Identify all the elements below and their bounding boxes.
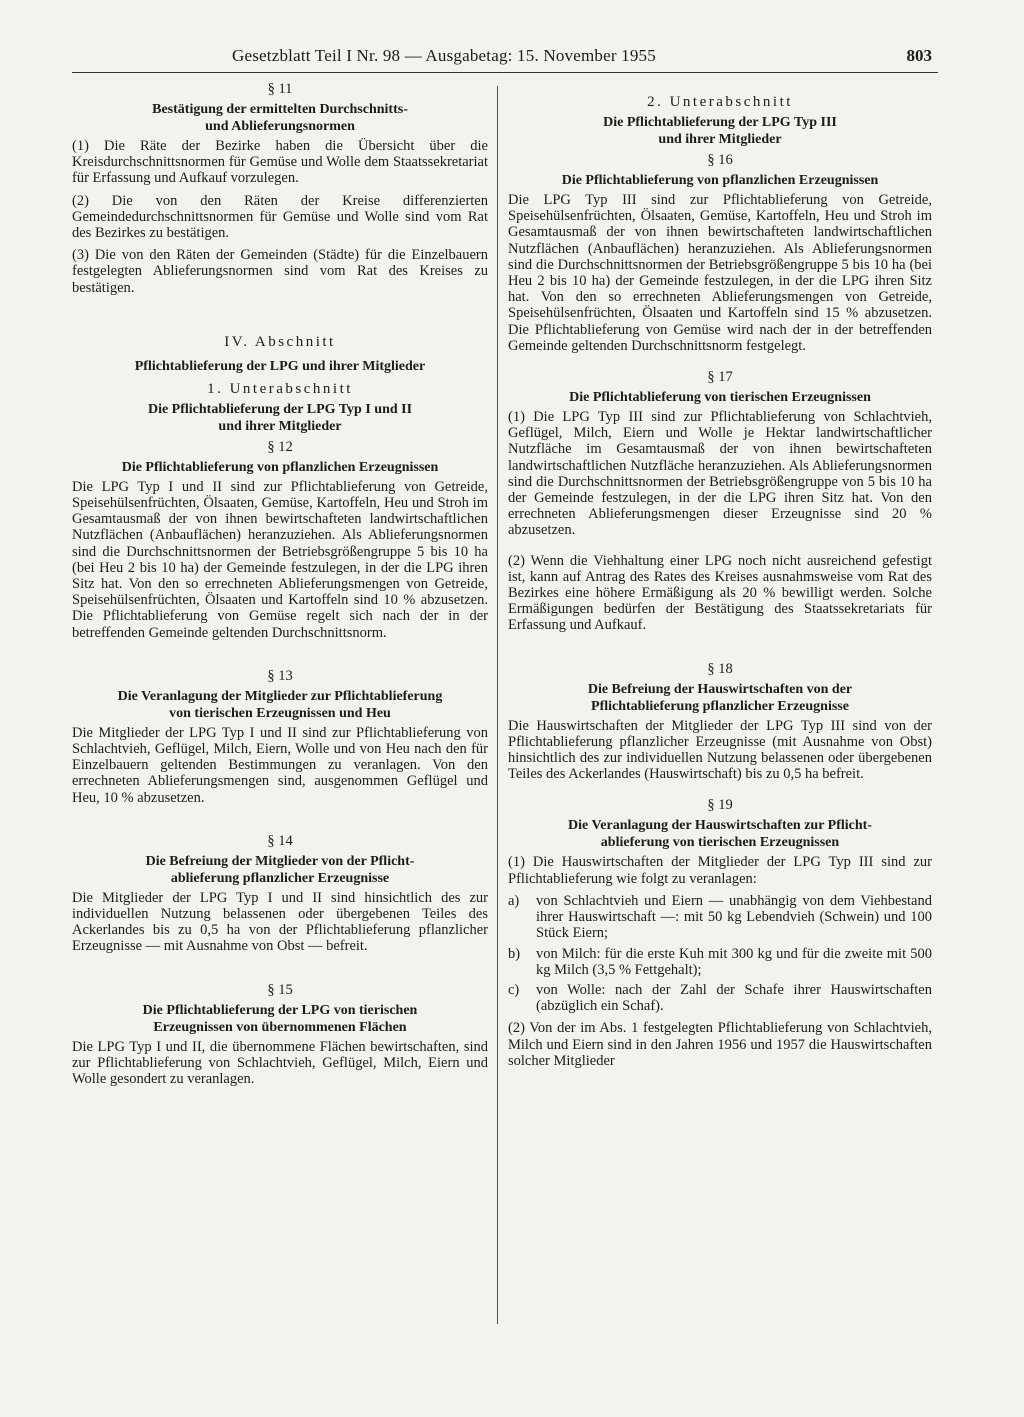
section-title: Die Befreiung der Hauswirtschaften von der Pflichtablieferung pflanzlicher Erzeugnisse	[587, 681, 853, 714]
paragraph: (2) Die von den Räten der Kreise differenzierten Gemeindedurchschnittsnormen für Gemüse und Wolle sind vom Rat des Bezirkes zu bestätigen.	[72, 192, 488, 242]
abschnitt-title: Pflichtablieferung der LPG und ihrer Mitglieder	[134, 358, 426, 374]
unterabschnitt-heading: 2. Unterabschnitt	[647, 94, 793, 110]
list-item: c) von Wolle: nach der Zahl der Schafe ihrer Hauswirtschaften (abzüglich ein Schaf).	[508, 981, 932, 1015]
section-title: Die Veranlagung der Hauswirtschaften zur Pflicht- ablieferung von tierischen Erzeugnissen	[568, 818, 872, 851]
section-number: § 18	[707, 660, 733, 677]
section-title: Die Veranlagung der Mitglieder zur Pflichtablieferung von tierischen Erzeugnissen und Heu	[117, 688, 443, 721]
page-number: 803	[906, 46, 932, 65]
paragraph: Die Hauswirtschaften der Mitglieder der LPG Typ III sind von der Pflichtablieferung pflanzlicher Erzeugnisse (mit Ausnahme von Obst) hinsichtlich des zur individuellen Nutzung belassenen oder übergebenen Teiles des Ackerlandes (Hauswirtschaft) bis zu 0,5 ha befreit.	[508, 717, 932, 783]
paragraph: Die Mitglieder der LPG Typ I und II sind hinsichtlich des zur individuellen Nutzung belassenen oder übergebenen Teiles des Ackerlandes bis zu 0,5 ha von der Pflichtablieferung pflanzlicher Erzeugnisse — mit Ausnahme von Obst — befreit.	[72, 889, 488, 955]
header-title: Gesetzblatt Teil I Nr. 98 — Ausgabetag: 15. November 1955	[232, 46, 656, 65]
unterabschnitt-title: Die Pflichtablieferung der LPG Typ I und II und ihrer Mitglieder	[147, 401, 413, 434]
section-title: Die Befreiung der Mitglieder von der Pflicht- ablieferung pflanzlicher Erzeugnisse	[145, 853, 415, 886]
unterabschnitt-heading: 1. Unterabschnitt	[207, 380, 353, 397]
section-title: Die Pflichtablieferung von tierischen Erzeugnissen	[569, 390, 871, 406]
abschnitt-heading: IV. Abschnitt	[224, 333, 336, 350]
section-number: § 16	[707, 152, 733, 168]
section-number: § 13	[267, 667, 293, 684]
right-column	[508, 80, 932, 1069]
left-column	[72, 80, 488, 1087]
page-header	[72, 44, 938, 73]
paragraph: (2) Von der im Abs. 1 festgelegten Pflichtablieferung von Schlachtvieh, Milch und Eiern sind in den Jahren 1956 und 1957 die Hauswirtschaften solcher Mitglieder	[508, 1020, 932, 1069]
section-title: Die Pflichtablieferung der LPG von tierischen Erzeugnissen von übernommenen Flächen	[142, 1002, 418, 1035]
column-divider	[497, 86, 498, 1324]
paragraph: (1) Die Räte der Bezirke haben die Übersicht über die Kreisdurchschnittsnormen für Gemüse und Wolle dem Staatssekretariat für Erfassung und Aufkauf vorzulegen.	[72, 138, 488, 187]
paragraph: (2) Wenn die Viehhaltung einer LPG noch nicht ausreichend gefestigt ist, kann auf Antrag des Rates des Kreises ausnahmsweise vom Rat des Bezirkes eine höhere Ermäßigung als 20 % bewilligt werden. Solche Ermäßigungen bedürfen der Bestätigung des Staatssekretariats für Erfassung und Aufkauf.	[508, 552, 932, 634]
paragraph: (1) Die LPG Typ III sind zur Pflichtablieferung von Schlachtvieh, Geflügel, Milch, Eiern und Wolle je Hektar landwirtschaftlicher Nutzfläche im Gesamtausmaß der von ihnen bewirtschafteten landwirtschaftlichen Nutzfläche heranzuziehen. Als Ablieferungsnormen sind die Durchschnittsnormen der Betriebsgrößengruppe von 5 bis 10 ha der Gemeinde festzulegen, in der die LPG ihren Sitz hat. Von den errechneten Ablieferungsmengen dieser Erzeugnisse sind 20 % abzusetzen.	[508, 409, 932, 539]
section-number: § 17	[707, 369, 733, 386]
section-number: § 15	[267, 981, 293, 998]
section-title: Die Pflichtablieferung von pflanzlichen Erzeugnissen	[561, 173, 879, 188]
paragraph: Die Mitglieder der LPG Typ I und II sind zur Pflichtablieferung von Schlachtvieh, Geflügel, Milch, Eiern, Wolle und von Heu nach den für Einzelbauern geltenden Bestimmungen zu veranlagen. Von den errechneten Ablieferungsmengen sind, ausgenommen Geflügel und Heu, 10 % abzusetzen.	[72, 724, 488, 806]
paragraph: Die LPG Typ III sind zur Pflichtablieferung von Getreide, Speisehülsenfrüchten, Ölsaaten, Gemüse, Kartoffeln, Heu und Stroh im Gesamtausmaß der von ihnen bewirtschafteten landwirtschaftlichen Nutzflächen (Anbauflächen) heranzuziehen. Als Ablieferungsnormen sind die Durchschnittsnormen der Betriebsgrößengruppe 5 bis 10 ha (bei Heu 2 bis 10 ha) der Gemeinde festzulegen, in der die LPG ihren Sitz hat. Von den so errechneten Ablieferungsmengen von Getreide, Speisehülsenfrüchten, Ölsaaten und Kartoffeln sind 15 % abzusetzen. Die Pflichtablieferung von Gemüse wird nach der in der betreffenden Gemeinde geltenden Durchschnittsnorm festgelegt.	[508, 192, 932, 354]
list-item: b) von Milch: für die erste Kuh mit 300 kg und für die zweite mit 500 kg Milch (3,5 % Fettgehalt);	[508, 945, 932, 978]
section-title: Bestätigung der ermittelten Durchschnitts- und Ablieferungsnormen	[152, 102, 408, 134]
section-number: § 11	[267, 81, 293, 97]
section-number: § 14	[267, 832, 293, 849]
paragraph: (3) Die von den Räten der Gemeinden (Städte) für die Einzelbauern festgelegten Ablieferungsnormen sind vom Rat des Kreises zu bestätigen.	[72, 247, 488, 296]
section-title: Die Pflichtablieferung von pflanzlichen Erzeugnissen	[121, 459, 439, 475]
section-number: § 19	[707, 797, 733, 814]
unterabschnitt-title: Die Pflichtablieferung der LPG Typ III und ihrer Mitglieder	[603, 115, 837, 147]
paragraph: Die LPG Typ I und II sind zur Pflichtablieferung von Getreide, Speisehülsenfrüchten, Ölsaaten, Gemüse, Kartoffeln, Heu und Stroh im Gesamtausmaß der von ihnen bewirtschafteten landwirtschaftlichen Nutzflächen (Anbauflächen) heranzuziehen. Als Ablieferungsnormen sind die Durchschnittsnormen der Betriebsgrößengruppe 5 bis 10 ha (bei Heu 2 bis 10 ha) der Gemeinde festzulegen, in der die LPG ihren Sitz hat. Von den so errechneten Ablieferungsmengen von Getreide, Speisehülsenfrüchten, Ölsaaten und Kartoffeln sind 10 % abzusetzen. Die Pflichtablieferung von Gemüse regelt sich nach der in der betreffenden Gemeinde geltenden Durchschnittsnorm.	[72, 478, 488, 641]
section-number: § 12	[267, 438, 293, 455]
list-item: a) von Schlachtvieh und Eiern — unabhängig von dem Viehbestand ihrer Hauswirtschaft —: mit 50 kg Lebendvieh (Schwein) und 100 Stück Eiern;	[508, 892, 932, 942]
paragraph: Die LPG Typ I und II, die übernommene Flächen bewirtschaften, sind zur Pflichtablieferung von Schlachtvieh, Geflügel, Milch, Eiern und Wolle gesondert zu veranlagen.	[72, 1038, 488, 1088]
paragraph: (1) Die Hauswirtschaften der Mitglieder der LPG Typ III sind zur Pflichtablieferung wie folgt zu veranlagen:	[508, 854, 932, 887]
